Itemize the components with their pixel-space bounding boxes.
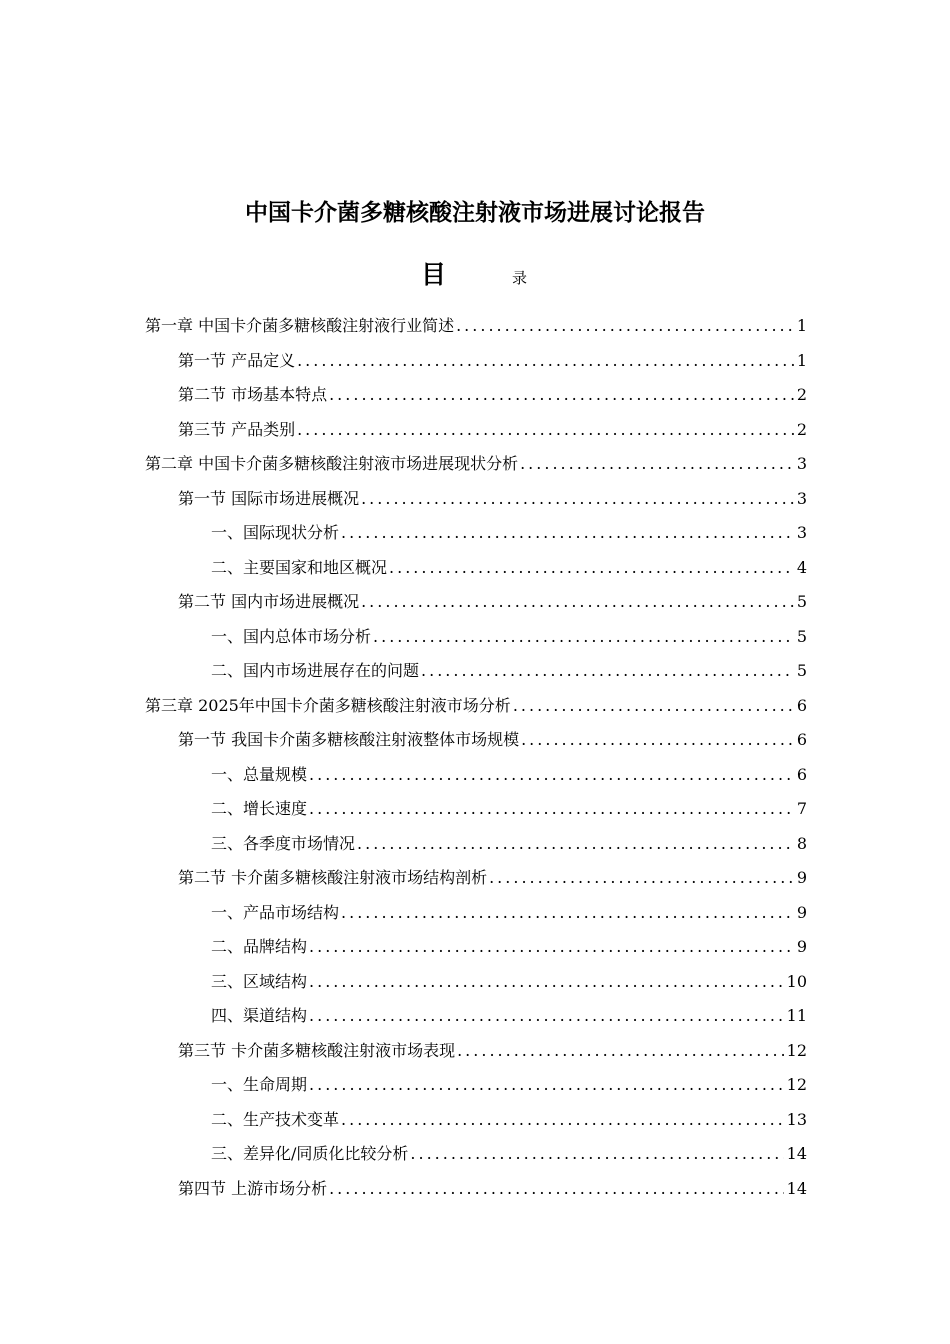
- toc-heading-char-1: 目: [421, 260, 447, 289]
- toc-dot-leader: [297, 344, 794, 379]
- toc-dot-leader: [421, 654, 794, 689]
- toc-page-number: 9: [796, 868, 807, 887]
- toc-entry[interactable]: [0, 689, 950, 724]
- toc-entry[interactable]: [0, 413, 950, 448]
- toc-entry[interactable]: [0, 516, 950, 551]
- toc-entry[interactable]: [0, 378, 950, 413]
- toc-entry-label: 一、国内总体市场分析: [211, 626, 372, 646]
- toc-entry-label: 第四节 上游市场分析: [178, 1178, 328, 1198]
- toc-entry[interactable]: [0, 861, 950, 896]
- toc-entry-label: 第三节 卡介菌多糖核酸注射液市场表现: [178, 1040, 456, 1060]
- toc-page-number: 12: [786, 1040, 807, 1060]
- toc-entry[interactable]: [0, 1034, 950, 1069]
- toc-entry[interactable]: [0, 482, 950, 517]
- toc-page-number: 13: [786, 1109, 807, 1129]
- toc-entry[interactable]: [0, 723, 950, 758]
- toc-entry[interactable]: [0, 620, 950, 655]
- toc-dot-leader: [457, 1034, 784, 1069]
- toc-dot-leader: [309, 965, 784, 1000]
- toc-page-number: 6: [796, 695, 807, 715]
- toc-dot-leader: [489, 861, 794, 896]
- toc-entry-label: 一、产品市场结构: [211, 902, 340, 922]
- toc-dot-leader: [521, 723, 794, 758]
- toc-page-number: 9: [796, 937, 807, 956]
- toc-entry[interactable]: [0, 792, 950, 827]
- toc-entry-label: 四、渠道结构: [211, 1006, 308, 1025]
- toc-dot-leader: [309, 758, 794, 793]
- toc-entry-label: 第二节 卡介菌多糖核酸注射液市场结构剖析: [178, 868, 488, 887]
- toc-page-number: 2: [796, 385, 807, 404]
- table-of-contents: [0, 309, 950, 1206]
- toc-entry[interactable]: [0, 1068, 950, 1103]
- toc-entry[interactable]: [0, 585, 950, 620]
- toc-dot-leader: [341, 896, 794, 931]
- toc-entry-label: 第三节 产品类别: [178, 419, 296, 439]
- toc-entry-label: 二、主要国家和地区概况: [211, 557, 388, 577]
- toc-page-number: 5: [796, 626, 807, 646]
- toc-page-number: 14: [786, 1144, 807, 1163]
- toc-entry[interactable]: [0, 930, 950, 965]
- toc-page-number: 7: [796, 799, 807, 818]
- toc-page-number: 5: [796, 592, 807, 611]
- toc-entry-label: 二、增长速度: [211, 799, 308, 818]
- toc-entry[interactable]: [0, 344, 950, 379]
- toc-page-number: 4: [796, 557, 807, 577]
- toc-dot-leader: [410, 1137, 783, 1172]
- toc-entry[interactable]: [0, 654, 950, 689]
- toc-entry[interactable]: [0, 1103, 950, 1138]
- toc-dot-leader: [341, 1103, 784, 1138]
- toc-entry[interactable]: [0, 1172, 950, 1207]
- toc-entry-label: 第一章 中国卡介菌多糖核酸注射液行业简述: [145, 316, 455, 335]
- toc-page-number: 11: [786, 1006, 807, 1025]
- toc-page-number: 6: [796, 730, 807, 749]
- toc-entry[interactable]: [0, 447, 950, 482]
- toc-dot-leader: [309, 1068, 784, 1103]
- toc-entry-label: 三、各季度市场情况: [211, 833, 356, 853]
- toc-entry-label: 三、区域结构: [211, 971, 308, 991]
- toc-entry[interactable]: [0, 999, 950, 1034]
- toc-entry-label: 第二章 中国卡介菌多糖核酸注射液市场进展现状分析: [145, 454, 519, 473]
- toc-entry-label: 一、总量规模: [211, 764, 308, 784]
- toc-page-number: 1: [796, 350, 807, 370]
- toc-dot-leader: [456, 309, 794, 344]
- toc-page-number: 10: [786, 971, 807, 991]
- toc-entry-label: 一、国际现状分析: [211, 523, 340, 542]
- toc-entry-label: 第二节 市场基本特点: [178, 385, 328, 404]
- toc-page-number: 1: [796, 316, 807, 335]
- toc-dot-leader: [297, 413, 794, 448]
- toc-page-number: 3: [796, 488, 807, 508]
- toc-page-number: 9: [796, 902, 807, 922]
- toc-entry[interactable]: [0, 551, 950, 586]
- toc-entry-label: 第一节 我国卡介菌多糖核酸注射液整体市场规模: [178, 730, 520, 749]
- toc-entry-label: 第一节 产品定义: [178, 350, 296, 370]
- toc-page-number: 12: [786, 1075, 807, 1094]
- toc-page-number: 14: [786, 1178, 807, 1198]
- toc-entry[interactable]: [0, 896, 950, 931]
- toc-entry[interactable]: [0, 1137, 950, 1172]
- toc-dot-leader: [341, 516, 794, 551]
- toc-entry[interactable]: [0, 309, 950, 344]
- toc-entry-label: 一、生命周期: [211, 1075, 308, 1094]
- toc-dot-leader: [520, 447, 794, 482]
- document-title: 中国卡介菌多糖核酸注射液市场进展讨论报告: [245, 200, 705, 226]
- toc-entry-label: 第三章 2025年中国卡介菌多糖核酸注射液市场分析: [145, 695, 511, 715]
- toc-heading: [0, 258, 950, 294]
- toc-entry-label: 第一节 国际市场进展概况: [178, 488, 360, 508]
- toc-dot-leader: [389, 551, 794, 586]
- toc-dot-leader: [357, 827, 794, 862]
- toc-dot-leader: [361, 482, 794, 517]
- toc-dot-leader: [513, 689, 794, 724]
- toc-heading-char-2: 录: [512, 269, 528, 287]
- toc-dot-leader: [329, 1172, 784, 1207]
- toc-page-number: 6: [796, 764, 807, 784]
- toc-dot-leader: [309, 930, 794, 965]
- toc-page-number: 3: [796, 523, 807, 542]
- toc-entry[interactable]: [0, 965, 950, 1000]
- toc-entry-label: 第二节 国内市场进展概况: [178, 592, 360, 611]
- toc-entry-label: 二、生产技术变革: [211, 1109, 340, 1129]
- toc-dot-leader: [373, 620, 794, 655]
- toc-entry-label: 三、差异化/同质化比较分析: [211, 1144, 409, 1163]
- toc-entry[interactable]: [0, 758, 950, 793]
- toc-entry[interactable]: [0, 827, 950, 862]
- toc-dot-leader: [361, 585, 794, 620]
- toc-dot-leader: [309, 999, 784, 1034]
- toc-dot-leader: [329, 378, 794, 413]
- toc-page-number: 5: [796, 661, 807, 680]
- toc-page-number: 3: [796, 454, 807, 473]
- toc-page-number: 8: [796, 833, 807, 853]
- toc-dot-leader: [309, 792, 794, 827]
- toc-page-number: 2: [796, 419, 807, 439]
- toc-entry-label: 二、国内市场进展存在的问题: [211, 661, 420, 680]
- toc-entry-label: 二、品牌结构: [211, 937, 308, 956]
